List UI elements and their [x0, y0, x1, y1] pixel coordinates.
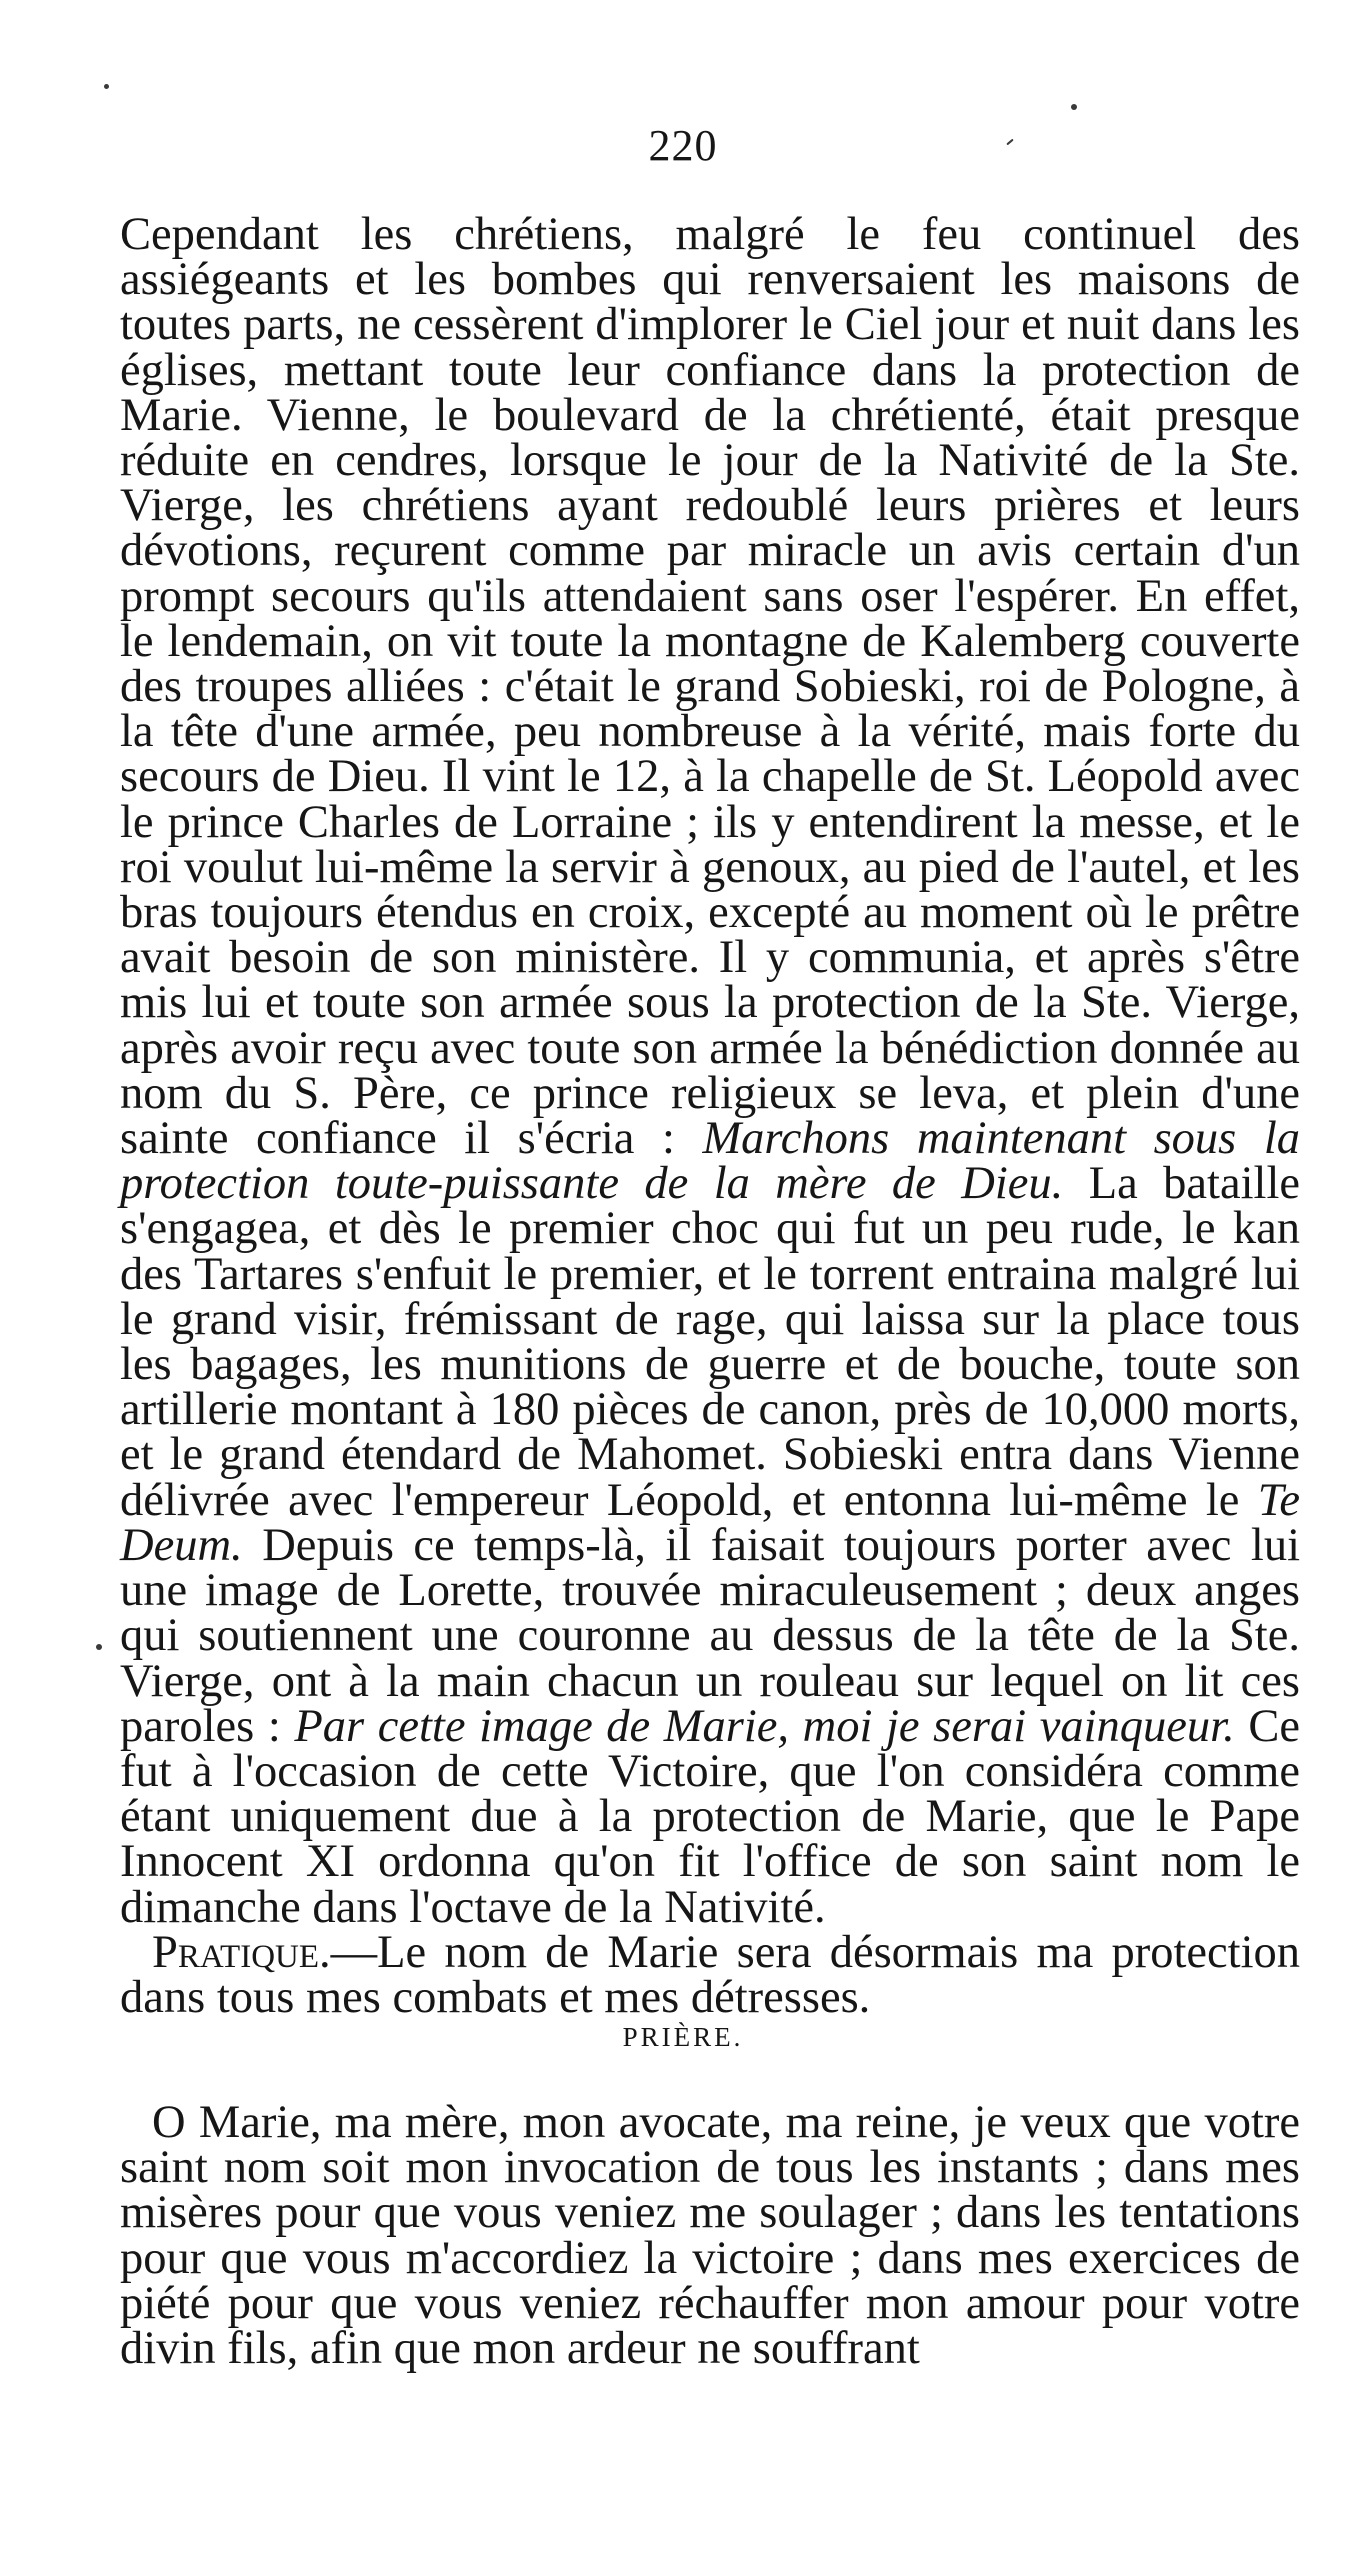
priere-section: [120, 2097, 1300, 2375]
narrative-text-3: Depuis ce temps-là, il faisait toujours porter avec lui une image de Lorette, trouvée miraculeusement ; deux anges qui soutiennent une couronne au dessus de la tête de la Ste. Vierge, ont à la main chacun un rouleau sur lequel on lit ces paroles :: [120, 1519, 1301, 1752]
narrative-text-2: La bataille s'engagea, et dès le premier choc qui fut un peu rude, le kan des Tartares s'enfuit le premier, et le torrent entraina malgré lui le grand visir, frémissant de rage, qui laissa sur la place tous les bagages, les munitions de guerre et de bouche, toute son artillerie montant à 180 pièces de canon, près de 10,000 morts, et le grand étendard de Mahomet. Sobieski entra dans Vienne délivrée avec l'empereur Léopold, et entonna lui-même le: [120, 1158, 1300, 1526]
page-number: 220: [648, 121, 718, 170]
priere-paragraph: O Marie, ma mère, mon avocate, ma reine, je veux que votre saint nom soit mon invocation de tous les instants ; dans mes misères pour que vous veniez me soulager ; dans les tentations pour que vous m'accordiez la victoire ; dans mes exercices de piété pour que vous veniez réchauffer mon amour pour votre divin fils, afin que mon ardeur ne souffrant: [120, 2097, 1300, 2375]
pratique-label: Pratique.: [152, 1926, 331, 1978]
narrative-text-1: Cependant les chrétiens, malgré le feu continuel des assiégeants et les bombes qui renversaient les maisons de toutes parts, ne cessèrent d'implorer le Ciel jour et nuit dans les églises, mettant toute leur confiance dans la protection de Marie. Vienne, le boulevard de la chrétienté, était presque réduite en cendres, lorsque le jour de la Nativité de la Ste. Vierge, les chrétiens ayant redoublé leurs prières et leurs dévotions, reçurent comme par miracle un avis certain d'un prompt secours qu'ils attendaient sans oser l'espérer. En effet, le lendemain, on vit toute la montagne de Kalemberg couverte des troupes alliées : c'était le grand Sobieski, roi de Pologne, à la tête d'une armée, peu nombreuse à la vérité, mais forte du secours de Dieu. Il vint le 12, à la chapelle de St. Léopold avec le prince Charles de Lorraine ; ils y entendirent la messe, et le roi voulut lui-même la servir à genoux, au pied de l'autel, et les bras toujours étendus en croix, excepté au moment où le prêtre avait besoin de son ministère. Il y communia, et après s'être mis lui et toute son armée sous la protection de la Ste. Vierge, après avoir reçu avec toute son armée la bénédiction donnée au nom du S. Père, ce prince religieux se leva, et plein d'une sainte confiance il s'écria :: [120, 209, 1300, 1165]
main-text: [120, 209, 1301, 2023]
narrative-text-4: Ce fut à l'occasion de cette Victoire, que l'on considéra comme étant uniquement due à la protection de Marie, que le Pape Innocent XI ordonna qu'on fit l'office de son saint nom le dimanche dans l'octave de la Nativité.: [120, 1700, 1300, 1933]
quote-image-de-marie: Par cette image de Marie, moi je serai vainqueur.: [294, 1700, 1235, 1752]
pratique-paragraph: [120, 1926, 1300, 2023]
quote-te-deum: Te Deum.: [120, 1474, 1301, 1571]
pratique-text: —Le nom de Marie sera désormais ma protection dans tous mes combats et mes détresses.: [120, 1926, 1300, 2023]
quote-marchons: Marchons maintenant sous la protection toute-puissante de la mère de Dieu.: [120, 1113, 1300, 1210]
narrative-paragraph: [120, 209, 1301, 1933]
priere-heading: PRIÈRE.: [622, 2022, 744, 2052]
